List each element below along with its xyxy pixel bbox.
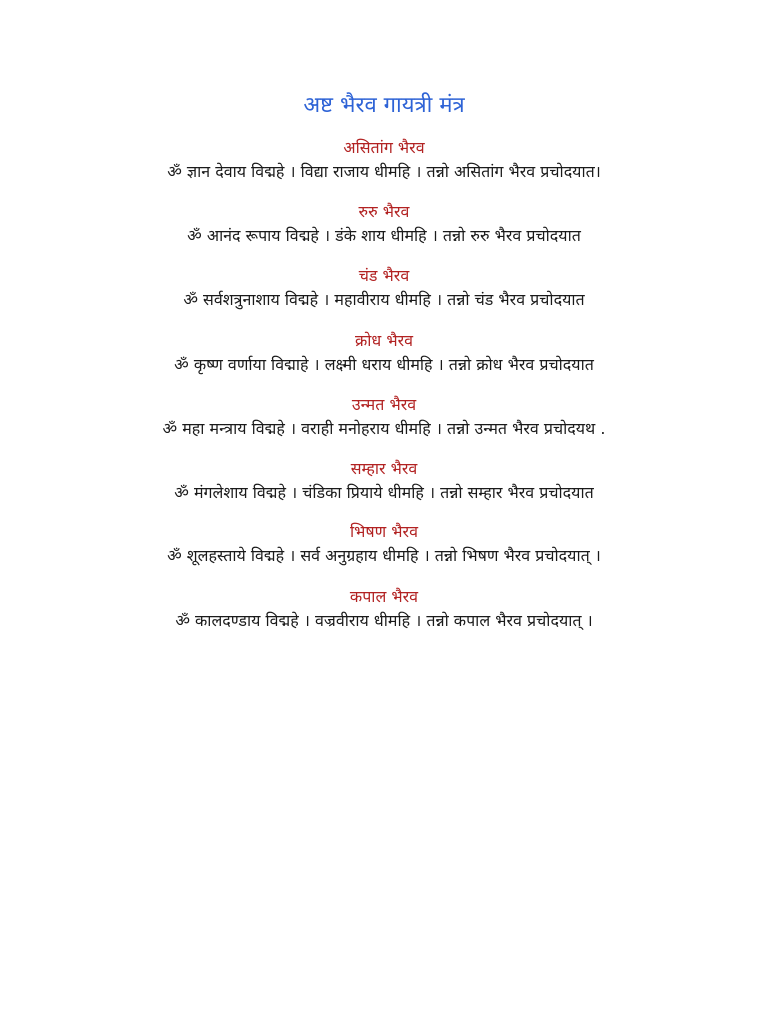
section-chand: [0, 264, 768, 312]
section-bhishan: [0, 520, 768, 568]
section-heading: कपाल भैरव: [349, 587, 419, 606]
mantra-text: ॐ कालदण्डाय विद्महे । वज्रवीराय धीमहि । तन्नो कपाल भैरव प्रचोदयात् ।: [175, 611, 593, 630]
section-kapal: [0, 585, 768, 633]
mantra-text: ॐ मंगलेशाय विद्महे । चंडिका प्रियाये धीमहि । तन्नो सम्हार भैरव प्रचोदयात: [174, 483, 594, 502]
mantra-text: ॐ शूलहस्ताये विद्महे । सर्व अनुग्रहाय धीमहि । तन्नो भिषण भैरव प्रचोदयात् ।: [167, 546, 601, 565]
section-samhar: [0, 457, 768, 505]
section-krodh: [0, 329, 768, 377]
mantra-text: ॐ ज्ञान देवाय विद्महे । विद्या राजाय धीमहि । तन्नो असितांग भैरव प्रचोदयात।: [167, 162, 601, 181]
mantra-text: ॐ कृष्ण वर्णाया विद्माहे । लक्ष्मी धराय धीमहि । तन्नो क्रोध भैरव प्रचोदयात: [174, 355, 594, 374]
section-heading: रुरु भैरव: [358, 202, 410, 221]
section-heading: चंड भैरव: [358, 266, 410, 285]
section-ruru: [0, 200, 768, 248]
mantra-text: ॐ महा मन्त्राय विद्महे । वराही मनोहराय धीमहि । तन्नो उन्मत भैरव प्रचोदयथ .: [162, 419, 606, 438]
section-heading: असितांग भैरव: [343, 138, 425, 157]
section-asitang: [0, 136, 768, 184]
section-heading: क्रोध भैरव: [354, 331, 414, 350]
section-unmat: [0, 393, 768, 441]
page-title: अष्ट भैरव गायत्री मंत्र: [303, 93, 465, 118]
section-heading: भिषण भैरव: [350, 522, 418, 541]
mantra-text: ॐ आनंद रूपाय विद्महे । डंके शाय धीमहि । तन्नो रुरु भैरव प्रचोदयात: [187, 226, 581, 245]
mantra-text: ॐ सर्वशत्रुनाशाय विद्महे । महावीराय धीमहि । तन्नो चंड भैरव प्रचोदयात: [183, 290, 585, 309]
section-heading: उन्मत भैरव: [351, 395, 417, 414]
section-heading: सम्हार भैरव: [350, 459, 418, 478]
